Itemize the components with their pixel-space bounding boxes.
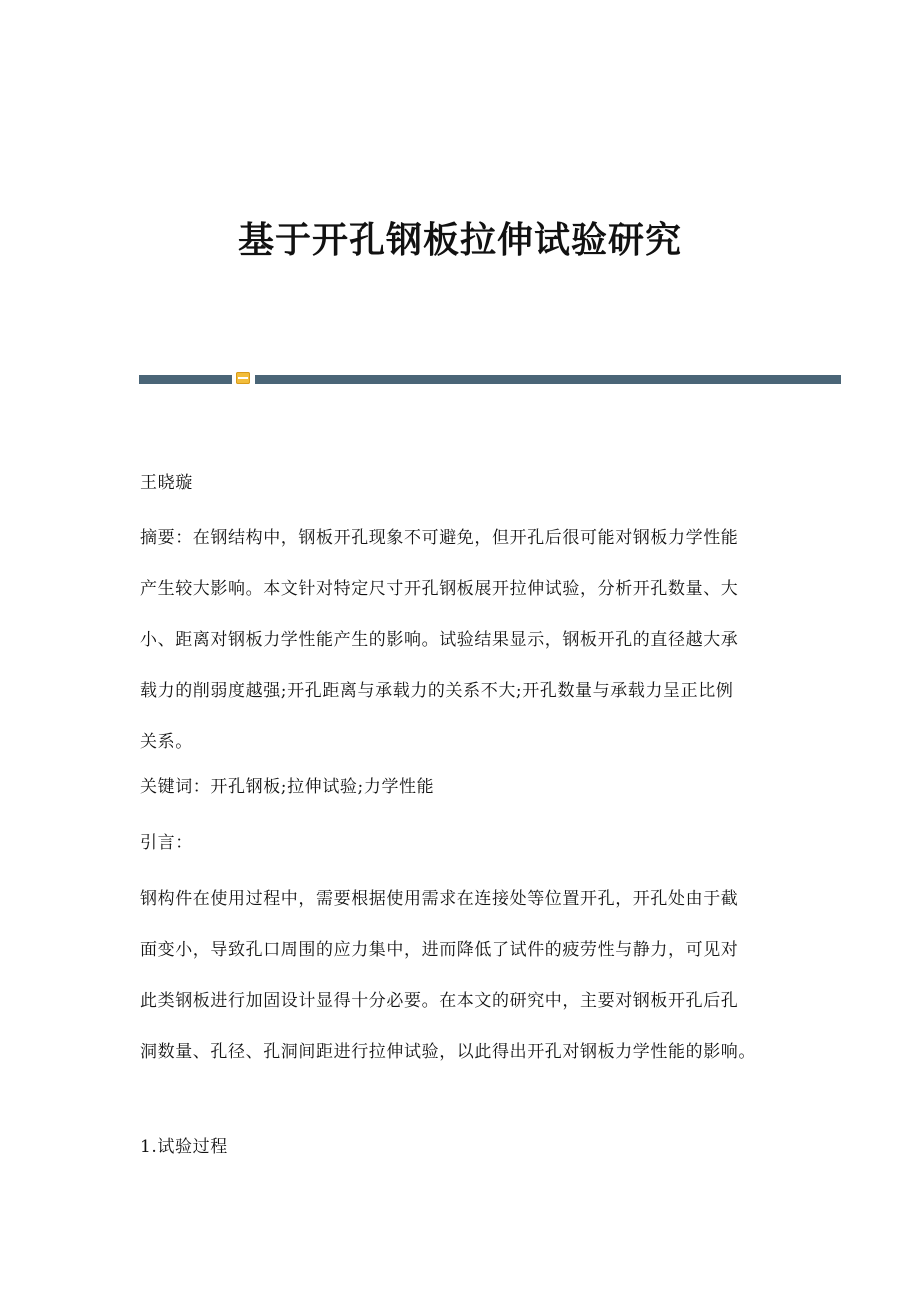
intro-line: 洞数量、孔径、孔洞间距进行拉伸试验，以此得出开孔对钢板力学性能的影响。 bbox=[140, 1042, 756, 1062]
intro-line: 此类钢板进行加固设计显得十分必要。在本文的研究中，主要对钢板开孔后孔 bbox=[140, 991, 739, 1011]
title-divider bbox=[139, 375, 841, 384]
divider-right-segment bbox=[255, 375, 841, 384]
intro-line: 钢构件在使用过程中，需要根据使用需求在连接处等位置开孔，开孔处由于截 bbox=[140, 889, 739, 909]
abstract-line: 摘要：在钢结构中，钢板开孔现象不可避免，但开孔后很可能对钢板力学性能 bbox=[140, 528, 739, 548]
abstract-line: 小、距离对钢板力学性能产生的影响。试验结果显示，钢板开孔的直径越大承 bbox=[140, 630, 739, 650]
abstract-line: 载力的削弱度越强;开孔距离与承载力的关系不大;开孔数量与承载力呈正比例 bbox=[140, 681, 734, 701]
paper-title: 基于开孔钢板拉伸试验研究 bbox=[237, 219, 682, 261]
keywords: 关键词：开孔钢板;拉伸试验;力学性能 bbox=[140, 777, 435, 797]
abstract-line: 关系。 bbox=[140, 732, 193, 752]
abstract-paragraph bbox=[140, 513, 780, 768]
intro-paragraph bbox=[140, 874, 780, 1078]
intro-heading: 引言： bbox=[140, 833, 193, 853]
section-heading: 1.试验过程 bbox=[140, 1137, 228, 1157]
divider-left-segment bbox=[139, 375, 232, 384]
divider-ornament-icon bbox=[236, 372, 250, 384]
author-name: 王晓璇 bbox=[140, 473, 193, 493]
intro-line: 面变小，导致孔口周围的应力集中，进而降低了试件的疲劳性与静力，可见对 bbox=[140, 940, 739, 960]
abstract-line: 产生较大影响。本文针对特定尺寸开孔钢板展开拉伸试验，分析开孔数量、大 bbox=[140, 579, 739, 599]
